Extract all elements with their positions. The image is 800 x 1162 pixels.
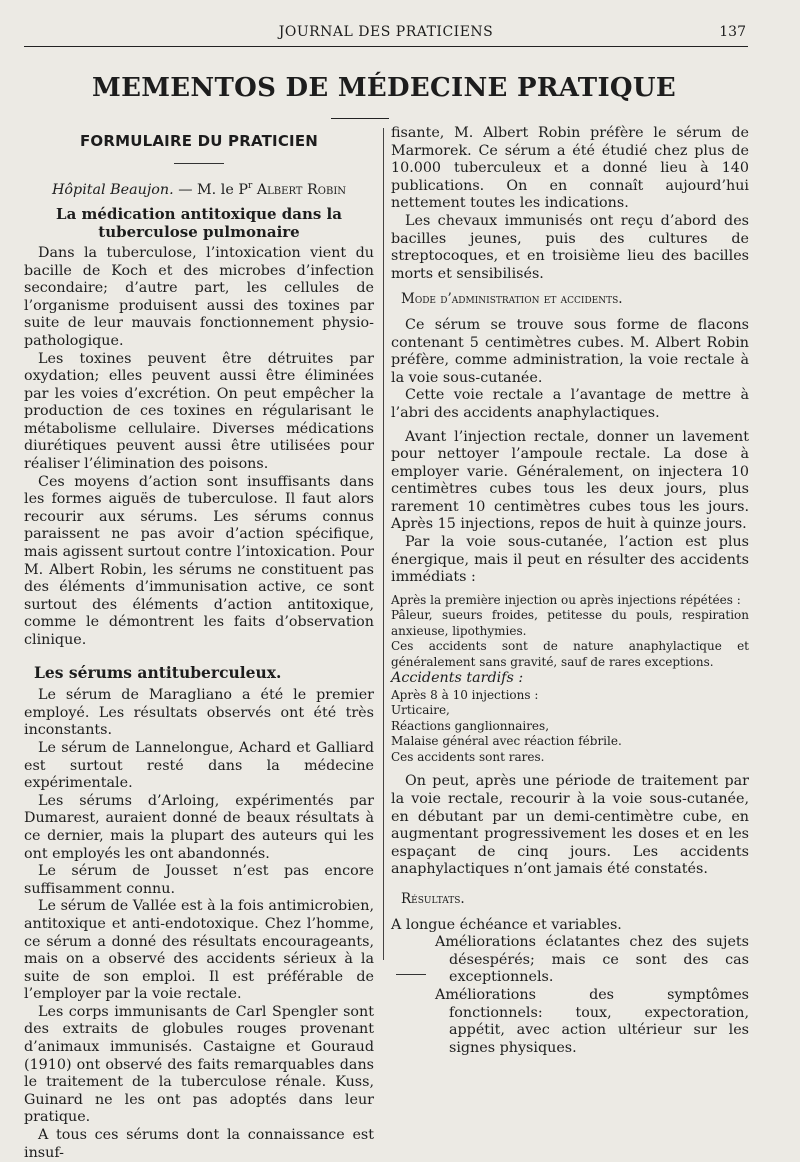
late-accidents-list (391, 688, 749, 766)
subheading: Les sérums antituberculeux. (34, 662, 282, 682)
paragraph: On peut, après une période de traitement par la voie rectale, recourir à la voie sous-cutanée, en débutant par un demi-centimètre cube, en augmentant progressivement les doses et en les espaçant de cinq jours. Les accidents anaphylactiques n’ont jamais été constatés. (391, 773, 749, 878)
section-heading: FORMULAIRE DU PRATICIEN (79, 132, 319, 150)
paragraph: Les corps immunisants de Carl Spengler sont des extraits de globules rouges provenant d’animaux immunisés. Castaigne et Gouraud (1910) ont observé des faits remarquables dans le traitement de la tuberculose rénale. Kuss, Guinard ne les ont pas adoptés dans leur pratique. (24, 1003, 374, 1126)
paragraph: Dans la tuberculose, l’intoxication vient du bacille de Koch et des microbes d’infection secondaire; d’autre part, les cellules de l’organisme produisent aussi des toxines par suite de leur mauvais fonctionnement physio-pathologique. (24, 244, 374, 349)
title-rule (331, 118, 389, 119)
list-line: Ces accidents sont rares. (391, 749, 545, 764)
mode-heading: Mode d’administration et accidents. (401, 291, 623, 308)
results-heading: Résultats. (401, 891, 465, 907)
paragraph: Le sérum de Vallée est à la fois antimicrobien, antitoxique et anti-endotoxique. Chez l’homme, ce sérum a donné des résultats encourageants, mais on a observé des accidents sérieux à la suite de son emploi. Il est préférable de l’employer par la voie rectale. (24, 898, 374, 1003)
paragraph: A tous ces sérums dont la connaissance est insuf- (24, 1127, 374, 1161)
page-number: 137 (719, 24, 746, 40)
page-title: MEMENTOS DE MÉDECINE PRATIQUE (92, 73, 676, 103)
immediate-accidents-list (391, 593, 749, 671)
hospital-line: Hôpital Beaujon. — M. le $P^r$ Albert Robin (51, 180, 347, 198)
journal-name: JOURNAL DES PRATICIENS (278, 24, 494, 40)
list-line: Réactions ganglionnaires, (391, 718, 550, 733)
paragraph: fisante, M. Albert Robin préfère le sérum de Marmorek. Ce sérum a été étudié chez plus de 10.000 tuberculeux et a donné lieu à 140 publications. On en connaît aujourd’hui nettement toutes les indications. (391, 125, 749, 212)
paragraph: Le sérum de Maragliano a été le premier employé. Les résultats observés ont été très inconstants. (24, 687, 374, 739)
end-rule (396, 974, 426, 975)
paragraph: Avant l’injection rectale, donner un lavement pour nettoyer l’ampoule rectale. La dose à employer varie. Généralement, on injectera 10 centimètres cubes tous les deux jours, plus rarement 10 centimètres cubes tous les jours. Après 15 injections, repos de huit à quinze jours. (391, 428, 749, 533)
list-line: Ces accidents sont de nature anaphylactique et généralement sans gravité, sauf de rares exceptions. (391, 639, 749, 669)
paragraph: Par la voie sous-cutanée, l’action est plus énergique, mais il peut en résulter des accidents immédiats : (391, 534, 749, 586)
late-accidents-heading: Accidents tardifs : (391, 670, 524, 687)
list-line: Pâleur, sueurs froides, petitesse du pouls, respiration anxieuse, lipothymies. (391, 608, 749, 638)
right-column (391, 125, 749, 1057)
result-line: Améliorations éclatantes chez des sujets désespérés; mais ce sont des cas exceptionnels. (435, 934, 749, 986)
list-line: Après 8 à 10 injections : (391, 687, 539, 702)
running-head (24, 22, 748, 47)
column-divider (383, 128, 384, 960)
result-line: Améliorations des symptômes fonctionnels: toux, expectoration, appétit, avec action ultérieur sur les signes physiques. (435, 986, 749, 1056)
paragraph: Ces moyens d’action sont insuffisants dans les formes aiguës de tuberculose. Il faut alors recourir aux sérums. Les sérums connus paraissent ne pas avoir d’action spécifique, mais agissent surtout contre l’intoxication. Pour M. Albert Robin, les sérums ne constituent pas des éléments d’immunisation active, ce sont surtout des éléments d’action antitoxique, comme le démontrent les faits d’observation clinique. (24, 473, 374, 649)
paragraph: Le sérum de Jousset n’est pas encore suffisamment connu. (24, 863, 374, 897)
paragraph: Ce sérum se trouve sous forme de flacons contenant 5 centimètres cubes. M. Albert Robin préfère, comme administration, la voie rectale à la voie sous-cutanée. (391, 316, 749, 386)
left-column (24, 125, 374, 1162)
article-title: La médication antitoxique dans la tuberculose pulmonaire (56, 204, 342, 241)
list-line: Urticaire, (391, 703, 450, 718)
section-rule (174, 163, 224, 164)
paragraph: Cette voie rectale a l’avantage de mettre à l’abri des accidents anaphylactiques. (391, 387, 749, 421)
paragraph: Les chevaux immunisés ont reçu d’abord des bacilles jeunes, puis des cultures de streptocoques, et en troisième lieu des bacilles morts et sensibilisés. (391, 212, 749, 282)
result-line: A longue échéance et variables. (391, 916, 622, 933)
paragraph: Les sérums d’Arloing, expérimentés par Dumarest, auraient donné de beaux résultats à ce dernier, mais la plupart des auteurs qui les ont employés les ont abandonnés. (24, 792, 374, 862)
paragraph: Le sérum de Lannelongue, Achard et Galliard est surtout resté dans la médecine expérimentale. (24, 739, 374, 792)
paragraph: Les toxines peuvent être détruites par oxydation; elles peuvent aussi être éliminées par les voies d’excrétion. On peut empêcher la production de ces toxines en régularisant le métabolisme cellulaire. Diverses médications diurétiques peuvent aussi être utilisées pour réaliser l’élimination des poisons. (24, 350, 374, 473)
list-line: Après la première injection ou après injections répétées : (391, 592, 741, 607)
list-line: Malaise général avec réaction fébrile. (391, 734, 622, 749)
